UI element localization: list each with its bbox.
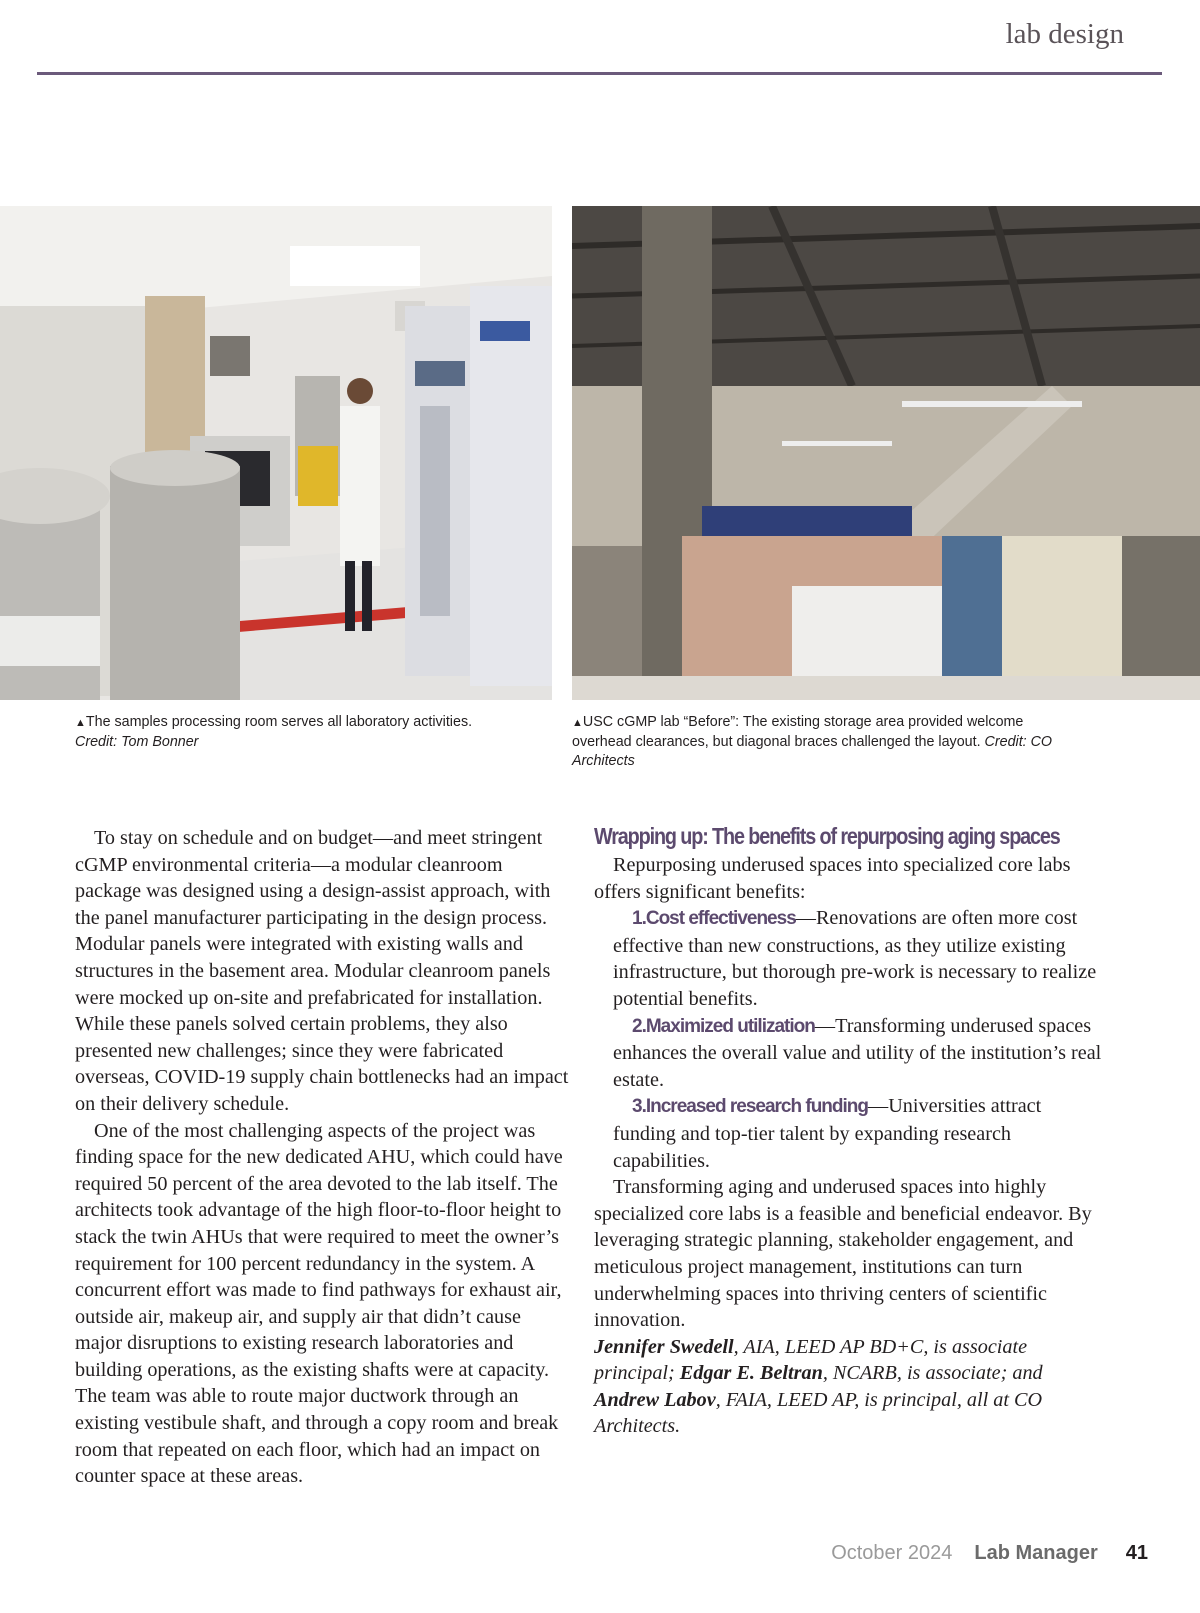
issue-date: October 2024 (831, 1542, 953, 1564)
author-role: , NCARB, is associate; and (822, 1362, 1043, 1385)
author-name: Jennifer Swedell (594, 1335, 734, 1358)
intro-paragraph: Repurposing underused spaces into specialized core labs offers significant benefits: (594, 854, 1071, 903)
magazine-name: Lab Manager (974, 1542, 1098, 1564)
item-number: 2. (632, 1015, 646, 1037)
closing-paragraph: Transforming aging and underused spaces into highly specialized core labs is a feasible and beneficial endeavor. By leveraging strategic planning, stakeholder engagement, and meticulous project management, institutions can turn underwhelming spaces into thriving centers of scientific innovation. (594, 1176, 1092, 1332)
article-column-left (75, 825, 569, 1490)
caption-arrow-icon: ▲ (572, 717, 583, 729)
page-number: 41 (1125, 1542, 1148, 1564)
benefit-item (594, 905, 1106, 1012)
caption-text: USC cGMP lab “Before”: The existing storage area provided welcome overhead clearances, but diagonal braces challenged the layout. (572, 714, 1024, 750)
author-role: , FAIA, LEED AP, is principal, all at CO Architects. (594, 1388, 1043, 1438)
header-rule (37, 72, 1162, 75)
author-name: Andrew Labov (594, 1388, 716, 1411)
item-text: —Universities attract funding and top-tier talent by expanding research capabilities. (613, 1095, 1042, 1172)
item-text: —Renovations are often more cost effective than new constructions, as they utilize existing infrastructure, but thorough pre-work is necessary to realize potential benefits. (613, 907, 1097, 1010)
photo-credit: Credit: CO Architects (572, 734, 1053, 769)
article-column-right (594, 820, 1106, 1440)
section-label: lab design (1005, 18, 1124, 50)
author-role: , AIA, LEED AP BD+C, is associate principal; (594, 1335, 1028, 1385)
item-term: Cost effectiveness (645, 908, 796, 930)
section-heading: Wrapping up: The benefits of repurposing aging spaces (594, 823, 1060, 849)
item-term: Increased research funding (645, 1096, 869, 1118)
author-name: Edgar E. Beltran (679, 1362, 823, 1385)
page-footer (831, 1542, 1148, 1565)
benefit-item (594, 1093, 1106, 1174)
item-number: 1. (632, 908, 646, 930)
item-number: 3. (632, 1096, 646, 1118)
photo-caption-left (75, 713, 555, 752)
photo-caption-right (572, 713, 1072, 771)
caption-arrow-icon: ▲ (75, 717, 86, 729)
body-paragraph: One of the most challenging aspects of the project was finding space for the new dedicated AHU, which could have required 50 percent of the area devoted to the lab itself. The architects took advantage of the high floor-to-floor height to stack the twin AHUs that were required to meet the owner’s requirement for 100 percent redundancy in the system. A concurrent effort was made to find pathways for exhaust air, outside air, makeup air, and supply air that didn’t cause major disruptions to existing research laboratories and building operations, as the existing shafts were at capacity. The team was able to route major ductwork through an existing vestibule shaft, and through a copy room and break room that repeated on each floor, which had an impact on counter space at these areas. (75, 1119, 563, 1488)
storage-area-before-photo (572, 206, 1200, 700)
author-bio (594, 1334, 1106, 1440)
photo-credit: Credit: Tom Bonner (75, 734, 199, 750)
item-term: Maximized utilization (645, 1015, 815, 1037)
caption-text: The samples processing room serves all laboratory activities. (85, 714, 473, 730)
benefit-item (594, 1013, 1106, 1094)
item-text: —Transforming underused spaces enhances the overall value and utility of the institution’s real estate. (613, 1014, 1102, 1091)
samples-room-photo (0, 206, 552, 700)
body-paragraph: To stay on schedule and on budget—and meet stringent cGMP environmental criteria—a modular cleanroom package was designed using a design-assist approach, with the panel manufacturer participating in the design process. Modular panels were integrated with existing walls and structures in the basement area. Modular cleanroom panels were mocked up on-site and prefabricated for installation. While these panels solved certain problems, they also presented new challenges; since they were fabricated overseas, COVID-19 supply chain bottlenecks had an impact on their delivery schedule. (75, 827, 569, 1115)
